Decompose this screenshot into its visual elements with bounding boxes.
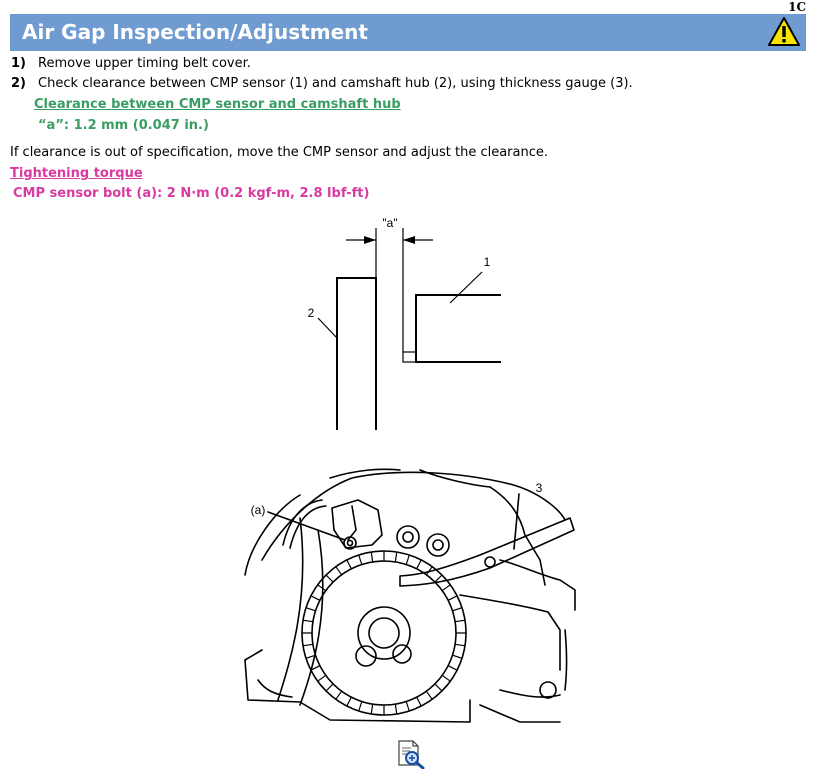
pulley-tooth <box>426 691 432 699</box>
pulley-tooth <box>303 644 313 646</box>
pulley-tooth <box>318 675 326 681</box>
torque-value: CMP sensor bolt (a): 2 N·m (0.2 kgf-m, 2.8 lbf-ft) <box>13 186 370 201</box>
pulley-tooth <box>336 691 342 699</box>
pulley-tooth <box>347 560 352 569</box>
step-number: 2) <box>11 76 26 91</box>
gap-label: "a" <box>382 216 398 230</box>
pulley-tooth <box>318 585 326 591</box>
step-text: Check clearance between CMP sensor (1) and camshaft hub (2), using thickness gauge (3). <box>38 76 633 91</box>
page-title: Air Gap Inspection/Adjustment <box>22 20 368 44</box>
pulley-teeth <box>302 551 466 715</box>
clearance-spec-heading[interactable]: Clearance between CMP sensor and camshaft hub <box>34 97 401 112</box>
pulley-tooth <box>326 684 333 691</box>
pulley-tooth <box>417 697 422 706</box>
callout-a: (a) <box>250 503 266 517</box>
step-number: 1) <box>11 56 26 71</box>
pulley-tooth <box>359 555 362 565</box>
pulley-tooth <box>417 560 422 569</box>
pulley-tooth <box>435 684 442 691</box>
pulley-tooth <box>359 702 362 712</box>
pulley-tooth <box>453 608 463 611</box>
pulley-tooth <box>455 620 465 622</box>
pulley-tooth <box>442 585 450 591</box>
pulley-tooth <box>406 555 409 565</box>
pulley-tooth <box>371 704 373 714</box>
pulley-tooth <box>448 596 457 601</box>
pulley-tooth <box>371 552 373 562</box>
pulley-tooth <box>303 620 313 622</box>
pulley-tooth <box>336 567 342 575</box>
step-text: Remove upper timing belt cover. <box>38 56 251 71</box>
pulley-tooth <box>395 552 397 562</box>
callout-1: 1 <box>483 255 491 269</box>
pulley-tooth <box>448 666 457 671</box>
clearance-spec-value: “a”: 1.2 mm (0.047 in.) <box>38 118 209 133</box>
pulley-tooth <box>347 697 352 706</box>
pulley-tooth <box>455 644 465 646</box>
callout-3: 3 <box>535 481 543 495</box>
pulley-tooth <box>442 675 450 681</box>
pulley-tooth <box>306 608 316 611</box>
pulley-tooth <box>326 575 333 582</box>
callout-2: 2 <box>307 306 315 320</box>
pulley-tooth <box>406 702 409 712</box>
page-code: 1C <box>788 0 806 14</box>
adjustment-note: If clearance is out of specification, move the CMP sensor and adjust the clearance. <box>10 145 549 160</box>
zoom-in-icon[interactable] <box>396 739 426 769</box>
pulley-tooth <box>453 655 463 658</box>
pulley-tooth <box>395 704 397 714</box>
torque-heading[interactable]: Tightening torque <box>10 166 143 181</box>
pulley-tooth <box>311 596 320 601</box>
